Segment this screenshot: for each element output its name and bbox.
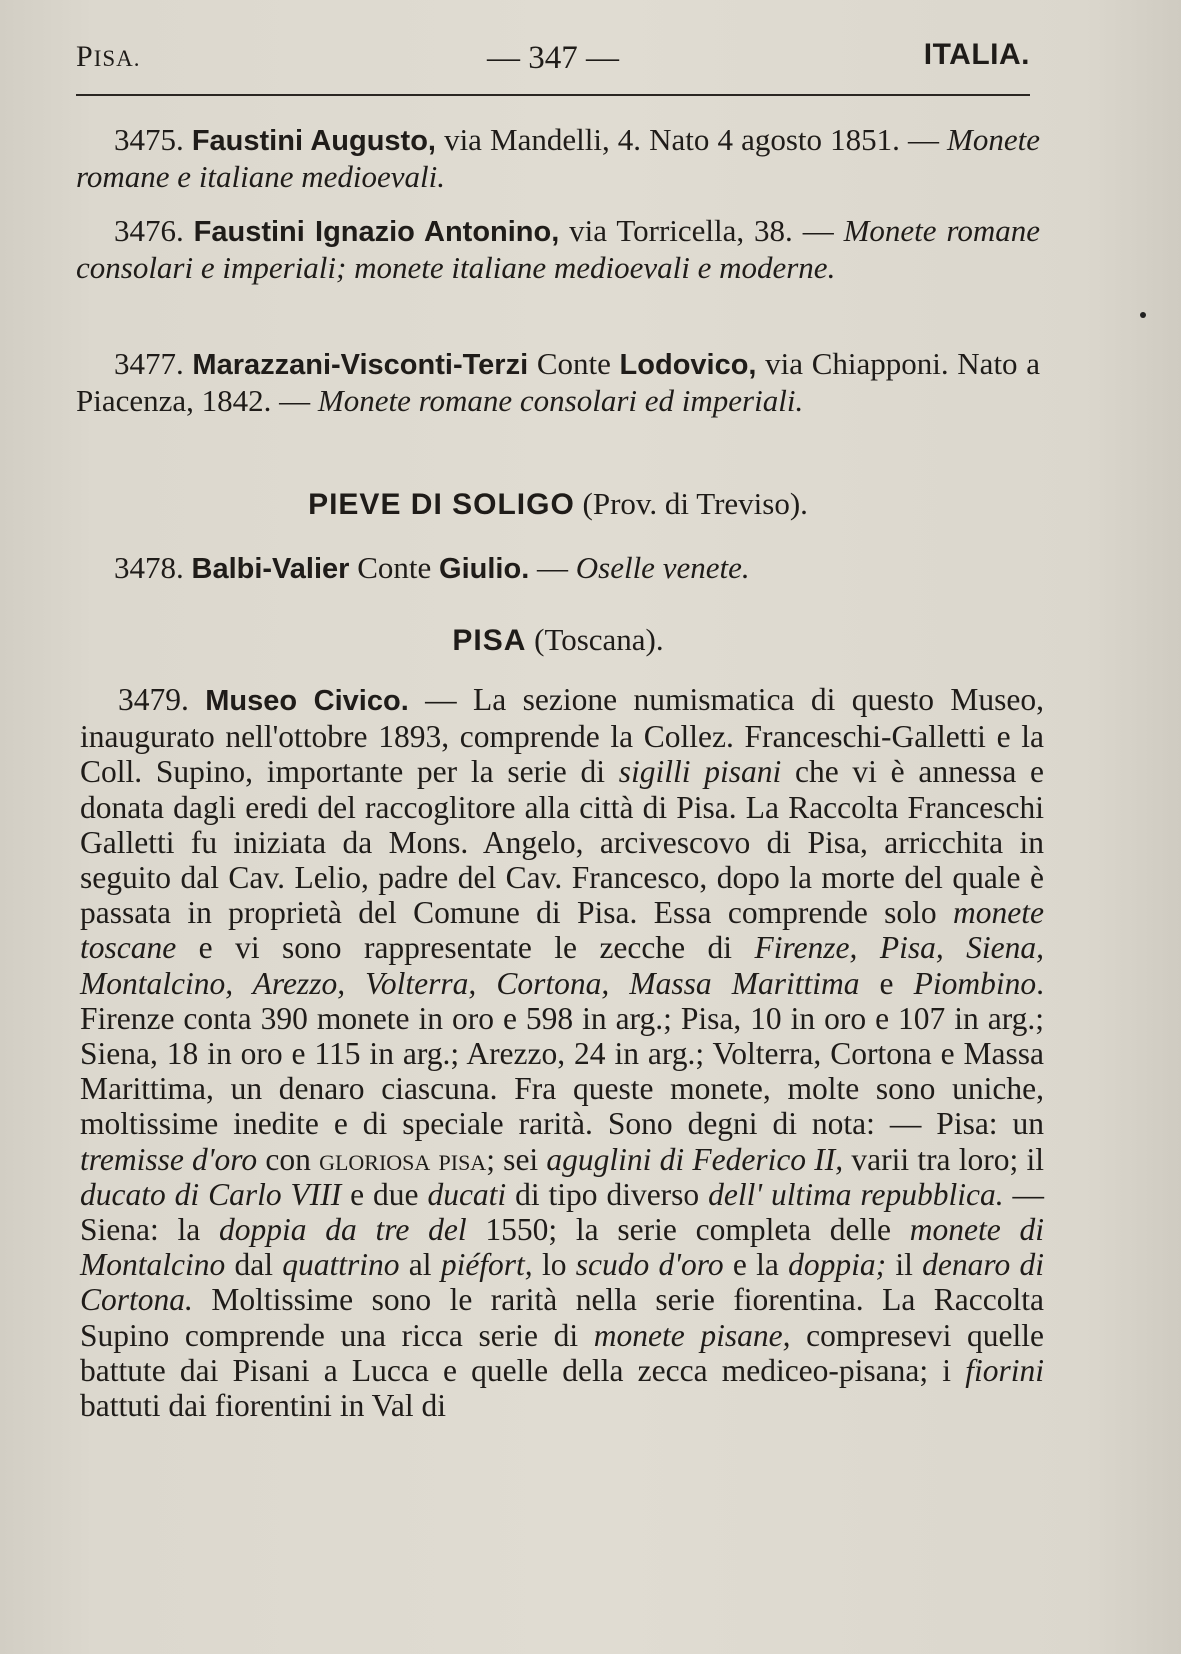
entry-3479-museo-civico xyxy=(80,682,1044,1423)
place-rest: ISA. xyxy=(93,46,141,71)
italic-run: sigilli pisani xyxy=(618,754,782,790)
italic-run: del xyxy=(428,1212,467,1248)
text-run: 1550; la serie completa delle xyxy=(466,1212,910,1248)
entry-collection: Monete romane consolari ed imperiali. xyxy=(317,383,804,418)
running-head xyxy=(76,36,1030,76)
section-place: PIEVE DI SOLIGO xyxy=(308,488,575,521)
entry-name: Museo Civico. xyxy=(205,685,409,717)
entry-title: Conte xyxy=(528,346,620,381)
text-run: al xyxy=(399,1247,441,1283)
header-rule xyxy=(76,94,1030,96)
text-run: e xyxy=(859,965,914,1001)
text-run: che vi è annessa e donata dagli eredi del raccoglitore alla città di Pisa. La Raccolta Franceschi Galletti fu iniziata da Mons. Angelo, arcivescovo di Pisa, arricchita in seguito dal Cav. Lelio, padre del Cav. Francesco, dopo la morte del quale è passata in proprietà del Comune di Pisa. Essa comprende solo xyxy=(80,754,1045,931)
text-run: Moltissime sono le rarità nella serie fiorentina. La Raccolta Supino comprende una ricca serie di xyxy=(80,1282,1044,1353)
entry-collection: Oselle venete. xyxy=(575,550,750,585)
entry-dash: — xyxy=(529,550,576,585)
entry-number: 3479. xyxy=(118,682,189,717)
section-heading-pieve xyxy=(76,486,1040,522)
paper-speck xyxy=(1140,312,1146,318)
entry-name-2: Lodovico, xyxy=(619,349,757,381)
text-run: lo xyxy=(532,1247,576,1283)
text-run: dal xyxy=(225,1247,283,1283)
section-heading-pisa xyxy=(76,622,1040,658)
text-run: di tipo diverso xyxy=(506,1176,709,1212)
italic-run: fiorini xyxy=(965,1352,1044,1388)
italic-run: monete toscane xyxy=(80,895,1044,966)
italic-run: doppia da tre xyxy=(219,1212,410,1248)
entry-number: 3478. xyxy=(114,550,184,585)
entry-title: Conte xyxy=(349,550,440,585)
text-run xyxy=(409,1212,428,1247)
entry-3477 xyxy=(76,346,1040,419)
text-run: e la xyxy=(723,1247,789,1283)
text-run: varii tra loro; il xyxy=(843,1141,1044,1177)
text-run: . Firenze conta 390 monete in oro e 598 in arg.; Pisa, 10 in oro e 107 in arg.; Siena, 18 in oro e 115 in arg.; Arezzo, 24 in arg.; Volterra, Cortona e Massa Marittima, un denaro ciascuna. Fra queste monete, molte sono uniche, moltissime inedite e di speciale rarità. Sono degni di nota: — Pisa: un xyxy=(80,965,1044,1142)
text-run: e due xyxy=(341,1176,428,1212)
italic-run: piéfort, xyxy=(440,1247,533,1283)
text-run: con xyxy=(257,1141,320,1177)
page-number: — 347 — xyxy=(487,40,619,76)
italic-run: doppia; xyxy=(788,1247,887,1283)
entry-collection: Monete romane consolari e imperiali; monete italiane medioevali e moderne. xyxy=(76,213,1040,285)
italic-run: scudo d'oro xyxy=(575,1247,724,1283)
entry-name-2: Giulio. xyxy=(439,553,530,585)
entry-name: Faustini Augusto, xyxy=(191,125,436,157)
entry-3476 xyxy=(76,213,1040,286)
italic-run: monete pisane, xyxy=(593,1317,791,1353)
entry-3478 xyxy=(76,550,1040,587)
italic-run: monete di Montalcino xyxy=(80,1212,1045,1283)
entry-text: via Mandelli, 4. Nato 4 agosto 1851. — xyxy=(435,122,948,157)
text-run: ; sei xyxy=(486,1141,547,1177)
text-run: e vi sono rappresentate le zecche di xyxy=(176,930,755,966)
italic-run: denaro di Cortona. xyxy=(80,1247,1044,1318)
entry-number: 3476. xyxy=(114,213,184,248)
place-initial: P xyxy=(76,40,94,73)
entry-name: Marazzani-Visconti-Terzi xyxy=(192,349,529,381)
italic-run: Piombino xyxy=(913,965,1037,1001)
entry-number: 3475. xyxy=(114,122,184,157)
entry-collection: Monete romane e italiane medioevali. xyxy=(76,122,1040,194)
text-run: — La sezione numismatica di questo Museo, inaugurato nell'ottobre 1893, comprende la Collez. Franceschi-Galletti e la Coll. Supino, importante per la serie di xyxy=(80,682,1044,790)
section-province: (Toscana). xyxy=(526,622,664,657)
italic-run: tremisse d'oro xyxy=(80,1141,258,1177)
text-run: — Siena: la xyxy=(80,1176,1045,1248)
entry-name: Faustini Ignazio Antonino, xyxy=(193,216,560,248)
running-head-country: ITALIA. xyxy=(923,38,1030,71)
entry-number: 3477. xyxy=(114,346,184,381)
small-caps-run: gloriosa pisa xyxy=(319,1141,487,1177)
entry-text: via Chiapponi. Nato a Piacenza, 1842. — xyxy=(76,346,1040,418)
italic-run: ducato di Carlo VIII xyxy=(80,1176,342,1212)
entry-name: Balbi-Valier xyxy=(191,553,350,585)
section-province: (Prov. di Treviso). xyxy=(574,486,808,521)
section-place: PISA xyxy=(452,624,527,657)
text-run: battuti dai fiorentini in Val di xyxy=(80,1388,446,1424)
italic-run: aguglini di Federico II, xyxy=(546,1141,844,1177)
italic-run: dell' ultima repubblica. xyxy=(708,1176,1004,1212)
italic-run: ducati xyxy=(427,1176,507,1212)
italic-run: quattrino xyxy=(282,1247,400,1283)
text-run: il xyxy=(886,1247,923,1283)
entry-3475 xyxy=(76,122,1040,195)
entry-text: via Torricella, 38. — xyxy=(559,213,844,248)
text-run: compresevi quelle battute dai Pisani a Lucca e quelle della zecca mediceo-pisana; i xyxy=(80,1317,1044,1388)
italic-run: Firenze, Pisa, Siena, Montalcino, Arezzo, Volterra, Cortona, Massa Marittima xyxy=(80,930,1044,1001)
